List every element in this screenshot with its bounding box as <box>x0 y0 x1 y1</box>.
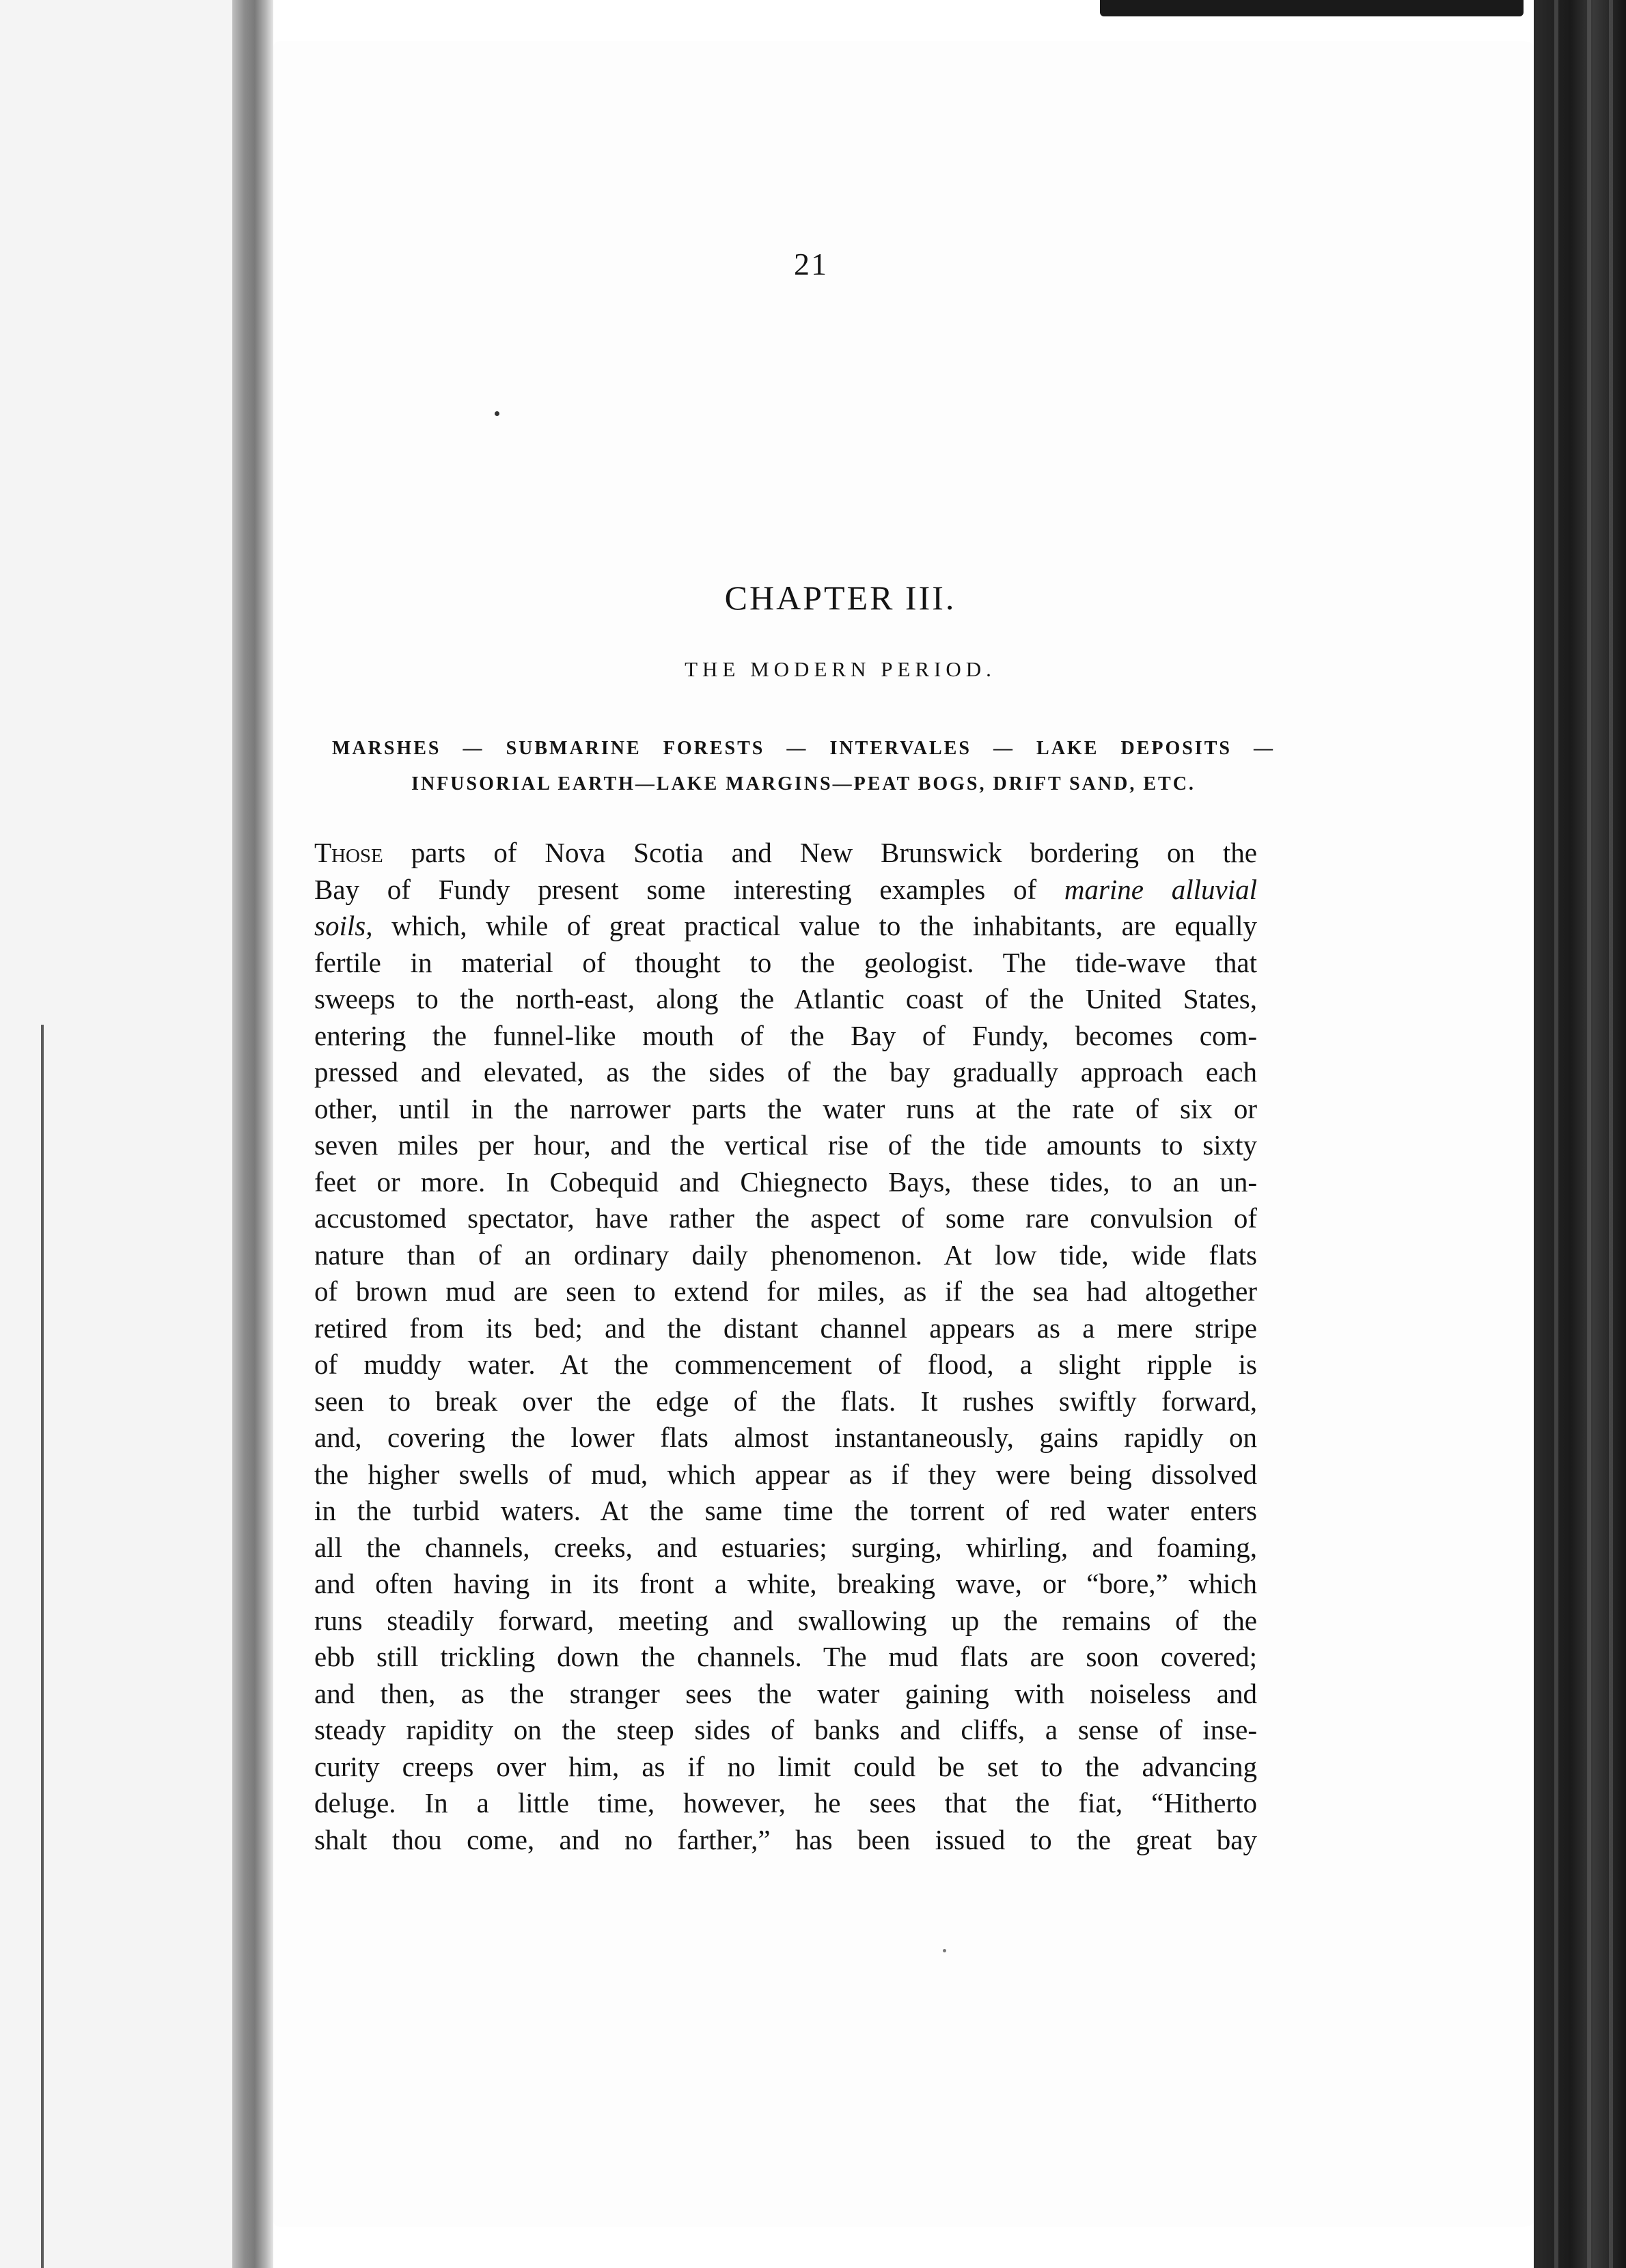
text-line: and, covering the lower flats almost instantaneously, gains rapidly on <box>314 1422 1257 1453</box>
text-line: feet or more. In Cobequid and Chiegnecto Bays, these tides, to an un- <box>314 1165 1257 1198</box>
facing-page-rule <box>41 1025 44 2268</box>
chapter-title: CHAPTER III. <box>724 579 956 617</box>
ink-speck <box>943 1949 946 1952</box>
text-line: all the channels, creeks, and estuaries; surging, whirling, and foaming, <box>314 1531 1257 1563</box>
text-line: shalt thou come, and no farther,” has been issued to the great bay <box>314 1823 1257 1855</box>
page-number: 21 <box>794 247 828 281</box>
text-line: and then, as the stranger sees the water gaining with noiseless and <box>314 1677 1257 1709</box>
text-line: runs steadily forward, meeting and swallowing up the remains of the <box>314 1604 1257 1636</box>
section-title: THE MODERN PERIOD. <box>685 657 996 681</box>
text-line: of brown mud are seen to extend for miles, as if the sea had altogether <box>314 1275 1257 1307</box>
text-line: deluge. In a little time, however, he sees that the fiat, “Hitherto <box>314 1787 1257 1818</box>
text-line <box>314 835 1257 872</box>
chapter-synopsis: MARSHES — SUBMARINE FORESTS — INTERVALES — LAKE DEPOSITS — INFUSORIAL EARTH—LAKE MARGINS—PEAT BOGS, DRIFT SAND, ETC. <box>332 738 1275 794</box>
text-line: curity creeps over him, as if no limit could be set to the advancing <box>314 1750 1257 1782</box>
top-shadow <box>1100 0 1524 16</box>
book-edge <box>1534 0 1626 2268</box>
text-line: seven miles per hour, and the vertical rise of the tide amounts to sixty <box>314 1129 1257 1161</box>
text-line: nature than of an ordinary daily phenomenon. At low tide, wide flats <box>314 1239 1257 1271</box>
text-line: steady rapidity on the steep sides of banks and cliffs, a sense of inse- <box>314 1714 1257 1745</box>
text-line: soils, which, while of great practical value to the inhabitants, are equally <box>314 910 1257 941</box>
book-gutter-shadow <box>232 0 273 2268</box>
text-line: and often having in its front a white, breaking wave, or “bore,” which <box>314 1568 1257 1599</box>
opening-word: Those <box>314 837 383 868</box>
text-line: retired from its bed; and the distant channel appears as a mere stripe <box>314 1312 1257 1344</box>
edge-streak <box>1554 0 1558 2268</box>
text-line: sweeps to the north-east, along the Atlantic coast of the United States, <box>314 983 1257 1014</box>
ink-speck <box>495 411 499 416</box>
text-line: entering the funnel-like mouth of the Bay of Fundy, becomes com- <box>314 1019 1257 1051</box>
text-line: of muddy water. At the commencement of flood, a slight ripple is <box>314 1349 1257 1380</box>
body-text <box>314 835 1257 1858</box>
text-line: the higher swells of mud, which appear as if they were being dissolved <box>314 1458 1257 1490</box>
text-line: accustomed spectator, have rather the aspect of some rare convulsion of <box>314 1202 1257 1234</box>
text-line: pressed and elevated, as the sides of the bay gradually approach each <box>314 1056 1257 1088</box>
facing-page-edge <box>0 0 232 2268</box>
text-line: in the turbid waters. At the same time the torrent of red water enters <box>314 1495 1257 1526</box>
text-line: fertile in material of thought to the geologist. The tide-wave that <box>314 946 1257 978</box>
text-line: seen to break over the edge of the flats. It rushes swiftly forward, <box>314 1385 1257 1417</box>
line-text: parts of Nova Scotia and New Brunswick bordering on the <box>383 837 1257 868</box>
text-line: Bay of Fundy present some interesting examples of marine alluvial <box>314 873 1257 905</box>
edge-streak <box>1587 0 1591 2268</box>
text-line: other, until in the narrower parts the water runs at the rate of six or <box>314 1092 1257 1124</box>
edge-streak <box>1609 0 1613 2268</box>
text-line: ebb still trickling down the channels. The mud flats are soon covered; <box>314 1641 1257 1672</box>
